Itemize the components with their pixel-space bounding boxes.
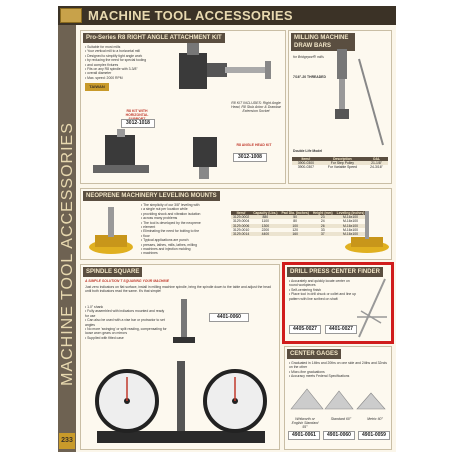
- page-title: MACHINE TOOL ACCESSORIES: [88, 8, 293, 23]
- table-cell: 37: [311, 232, 335, 236]
- spindle-square-image: [87, 361, 275, 447]
- draw-bar-image: [329, 49, 391, 149]
- kit-note: R8 KIT WITH HORIZONTAL: [125, 109, 149, 117]
- side-vertical-title: MACHINE TOOL ACCESSORIES: [59, 122, 76, 386]
- head-part-number: 3012-1008: [233, 153, 267, 162]
- page-number: 233: [59, 433, 75, 449]
- column-header: Capacity (Lbs.): [253, 211, 278, 215]
- center-gages-section: [284, 346, 392, 450]
- spindle-part-number: 4401-0060: [209, 313, 249, 322]
- head-note: R8 ANGLE HEAD KIT: [236, 143, 272, 147]
- list-item: • Your vertical mill to a horizontal mill: [85, 49, 169, 53]
- table-cell: 21-1/8": [365, 161, 388, 165]
- spindle-square-heading: SPINDLE SQUARE: [83, 267, 142, 277]
- list-item: • a single nut per location while: [141, 207, 231, 211]
- column-header: OAL: [365, 157, 388, 161]
- spindle-tagline: A SIMPLE SOLUTION T SQUARING YOUR MACHINE: [85, 279, 170, 283]
- table-cell: 3129-0002: [233, 215, 250, 220]
- list-item: • 1.0" shank: [85, 305, 167, 309]
- gage-label-1: Whitworth or English Standard 55°: [291, 417, 319, 429]
- column-header: Item#: [231, 211, 251, 215]
- gage-label-3: Metric 60°: [367, 417, 383, 421]
- list-item: • providing shock and vibration isolation: [141, 212, 231, 216]
- list-item: • Fits on any R8 spindle with 3-3/8": [85, 67, 169, 71]
- table-cell: 160: [280, 232, 311, 236]
- list-item: • presses, lathes, mills, lathes, milling: [141, 243, 231, 247]
- table-cell: 50: [280, 215, 311, 219]
- list-item: • Accuracy meets Federal Specifications: [289, 374, 389, 378]
- list-item: • Eliminating the need for bolting to the: [141, 229, 231, 233]
- neoprene-section: [80, 188, 392, 260]
- list-item: • Max. speed: 2000 RPM: [85, 76, 169, 80]
- selection-highlight: [282, 262, 394, 344]
- gage-label-2: Standard 60°: [330, 417, 352, 421]
- table-row: [292, 165, 388, 169]
- table-cell: 3129-0004: [233, 219, 250, 224]
- r8-attachment-image: [165, 43, 285, 101]
- gage-part-1: 4901-0061: [288, 431, 320, 440]
- table-cell: For Step Pulley: [320, 161, 365, 165]
- table-cell: 1100: [261, 219, 270, 224]
- table-cell: M-16x100: [342, 219, 359, 224]
- list-item: • floor: [141, 234, 231, 238]
- center-finder-heading: DRILL PRESS CENTER FINDER: [287, 267, 383, 277]
- list-item: • machines: [141, 251, 231, 255]
- list-item: • Suitable for most mills: [85, 45, 169, 49]
- list-item: • element: [141, 225, 231, 229]
- center-gages-heading: CENTER GAGES: [287, 349, 341, 359]
- list-item: • Graduated in 14ths and 20ths on one side and 24ths and 32nds on the other: [289, 361, 389, 370]
- table-cell: 3129-0014: [233, 232, 250, 237]
- spindle-shank-image: [169, 299, 199, 349]
- column-header: Pad Dia. (inches): [281, 211, 309, 215]
- list-item: • Accurately and quickly locate center on round workpieces: [289, 279, 359, 288]
- table-cell: 33: [320, 227, 325, 232]
- table-cell: M-16x100: [335, 232, 367, 236]
- center-finder-part-2: 4401-0027: [325, 325, 357, 334]
- list-item: • Can also be used with a vise bar or protractor to set angles: [85, 318, 167, 327]
- table-cell: 24: [320, 219, 325, 224]
- neoprene-bullets: [141, 203, 231, 256]
- table-cell: 24-3/16": [370, 165, 383, 170]
- gage-part-2: 4901-0060: [323, 431, 355, 440]
- header-bar: [58, 6, 396, 25]
- list-item: • Micro-fine graduations: [289, 370, 389, 374]
- table-cell: 80: [293, 219, 298, 224]
- neoprene-heading: NEOPRENE MACHINERY LEVELING MOUNTS: [83, 191, 220, 201]
- list-item: • The simplicity of our 3/8" leveling with: [141, 203, 231, 207]
- table-cell: 26: [311, 224, 335, 228]
- table-cell: 2200: [261, 227, 270, 232]
- angle-head-image: [185, 131, 225, 181]
- column-header: Item#: [292, 157, 320, 161]
- column-header: Height (mm): [312, 211, 333, 215]
- spindle-square-section: [80, 264, 280, 450]
- center-gages-bullets: [289, 361, 389, 379]
- table-cell: 100: [280, 224, 311, 228]
- column-header: Leveling (inches): [336, 211, 365, 215]
- table-cell: 3129-0006: [233, 223, 250, 228]
- r8-attachment-section: [80, 30, 286, 184]
- list-item: • Self-centering finish: [289, 288, 359, 292]
- draw-bars-heading: MILLING MACHINE DRAW BARS: [291, 33, 355, 51]
- list-item: • No more 'swinging' or split reading, compensating for loose worn gears on mirrors: [85, 327, 167, 336]
- center-finder-part-1: 4405-0027: [289, 325, 321, 334]
- r8-kit-image: [85, 129, 165, 181]
- side-strip: [58, 25, 76, 452]
- draw-bars-sub: for Bridgeport® mills: [293, 55, 324, 59]
- table-cell: 23: [311, 215, 335, 219]
- table-cell: For Variable Speed: [327, 165, 357, 170]
- table-cell: 3129-0010: [233, 227, 250, 232]
- list-item: • Fully assembled with indicators mounted and ready for use: [85, 309, 167, 318]
- r8-heading: Pro-Series R8 RIGHT ANGLE ATTACHMENT KIT: [83, 33, 225, 43]
- thread-label: 7/16"-20 THREADED: [293, 75, 326, 79]
- center-gages-image: [289, 387, 389, 411]
- spindle-bullets: [85, 305, 167, 340]
- list-item: • overall diameter: [85, 71, 169, 75]
- kit-part-number: 3012-1018: [121, 119, 155, 128]
- table-cell: 120: [292, 227, 299, 232]
- life-model-label: Double Life Model: [293, 149, 323, 153]
- table-cell: 3900-0300: [292, 161, 320, 165]
- table-cell: M-16x100: [342, 227, 359, 232]
- spindle-intro: Just zero indicators on flat surface, install in milling machine spindle, bring the spindle down to the table and adjust the head until both indicators read the same. It's that simple!: [85, 285, 271, 294]
- column-header: Description: [320, 157, 365, 161]
- list-item: • by reducing the need for special tooling: [85, 58, 169, 62]
- origin-badge: TAIWAN: [85, 83, 109, 91]
- table-cell: 880: [251, 215, 279, 219]
- r8-bullets: [85, 45, 169, 80]
- leveling-pad-image: [343, 203, 391, 257]
- draw-bars-table: [292, 157, 388, 170]
- list-item: • Place tool in drill chuck or collet and line up pattern with line scribed on shaft: [289, 292, 359, 301]
- table-cell: 1300: [251, 224, 279, 228]
- table-cell: 4400: [251, 232, 279, 236]
- list-item: • across many problems: [141, 216, 231, 220]
- gage-part-3: 4901-0059: [358, 431, 390, 440]
- table-cell: M-16x100: [335, 215, 367, 219]
- draw-bars-section: [288, 30, 392, 184]
- list-item: • Supplied with fitted case: [85, 336, 167, 340]
- table-cell: M-16x100: [335, 224, 367, 228]
- brand-logo: [60, 8, 82, 23]
- table-cell: 3900-0307: [297, 165, 314, 170]
- list-item: • and complex fixtures: [85, 63, 169, 67]
- neoprene-mount-image: [85, 203, 137, 257]
- list-item: • machines and injection molding: [141, 247, 231, 251]
- list-item: • The tool is developed by the neoprene: [141, 221, 231, 225]
- list-item: • Typical applications are punch: [141, 238, 231, 242]
- catalog-page: [58, 6, 396, 452]
- includes-note: R8 KIT INCLUDES: Right Angle Head, R8 Stub Arbor & Drawbar Extension Socket: [231, 101, 281, 113]
- list-item: • Designed to simplify tight angle work: [85, 54, 169, 58]
